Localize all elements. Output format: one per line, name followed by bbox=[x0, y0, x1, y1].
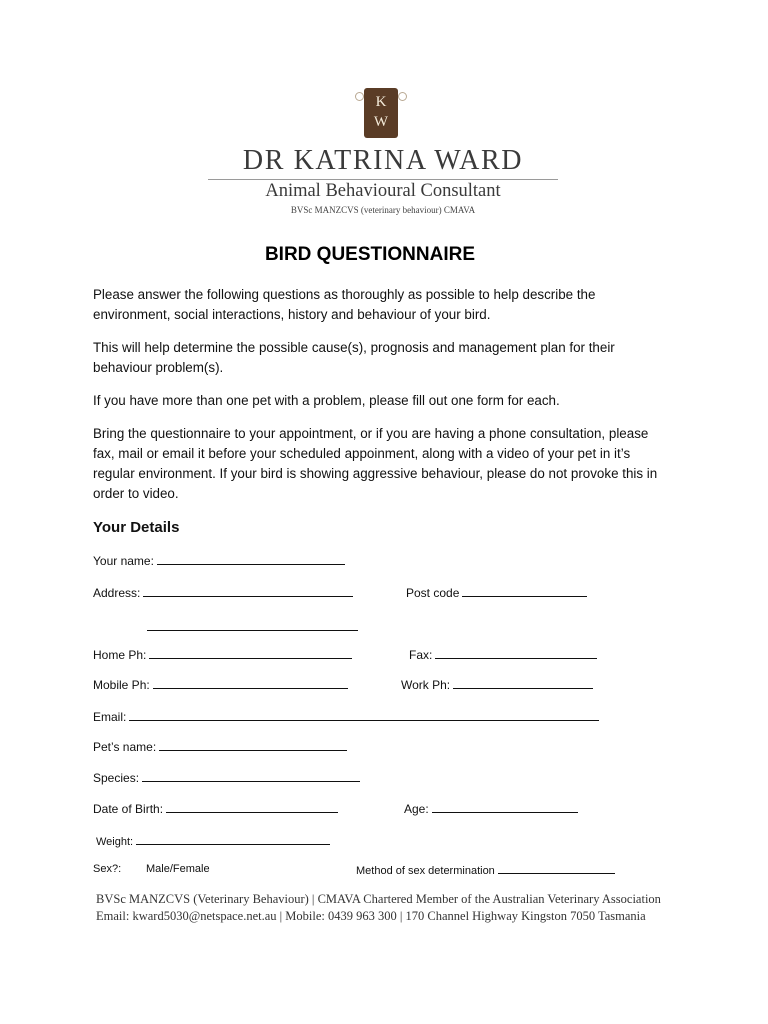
intro-paragraph-4: Bring the questionnaire to your appointment, or if you are having a phone consultation, please fax, mail or email it before your scheduled appoinment, along with a video of your pet in it’s regular environment. If your bird is showing aggressive behaviour, please do not provoke this in order to video. bbox=[93, 426, 658, 501]
footer-credentials: BVSc MANZCVS (Veterinary Behaviour) | CMAVA Chartered Member of the Australian Veterinary Association bbox=[96, 892, 661, 906]
logo-letter-k: K bbox=[375, 94, 387, 110]
email-field bbox=[93, 710, 599, 724]
date-of-birth-label: Date of Birth: bbox=[93, 802, 164, 816]
address-line-2-blank[interactable] bbox=[147, 630, 358, 631]
species-field bbox=[93, 771, 360, 785]
address-field bbox=[93, 586, 353, 600]
weight-field bbox=[96, 834, 330, 848]
fax-field bbox=[409, 648, 597, 662]
work-phone-label: Work Ph: bbox=[401, 678, 451, 692]
logo-mark bbox=[364, 88, 398, 138]
logo-letter-w: W bbox=[373, 114, 389, 130]
email-blank[interactable] bbox=[129, 710, 599, 721]
work-phone-blank[interactable] bbox=[453, 678, 593, 689]
post-code-label: Post code bbox=[406, 586, 460, 600]
your-name-blank[interactable] bbox=[157, 554, 345, 565]
pets-name-label: Pet’s name: bbox=[93, 740, 157, 754]
age-label: Age: bbox=[404, 802, 429, 816]
date-of-birth-blank[interactable] bbox=[166, 802, 338, 813]
section-title: Your Details bbox=[93, 519, 180, 536]
sex-method-field bbox=[356, 863, 615, 877]
weight-label: Weight: bbox=[96, 836, 134, 848]
sex-method-blank[interactable] bbox=[498, 863, 615, 874]
your-name-field bbox=[93, 554, 345, 568]
date-of-birth-field bbox=[93, 802, 338, 816]
work-phone-field bbox=[401, 678, 593, 692]
mobile-phone-field bbox=[93, 678, 348, 692]
email-label: Email: bbox=[93, 710, 127, 724]
your-name-label: Your name: bbox=[93, 554, 154, 568]
footer-contact: Email: kward5030@netspace.net.au | Mobile: 0439 963 300 | 170 Channel Highway Kingston 7050 Tasmania bbox=[96, 909, 646, 923]
intro-paragraph-1: Please answer the following questions as thoroughly as possible to help describe the environment, social interactions, history and behaviour of your bird. bbox=[93, 287, 596, 322]
home-phone-blank[interactable] bbox=[149, 648, 352, 659]
sex-options[interactable]: Male/Female bbox=[146, 863, 210, 875]
pets-name-blank[interactable] bbox=[159, 740, 347, 751]
address-blank[interactable] bbox=[143, 586, 353, 597]
post-code-blank[interactable] bbox=[462, 586, 587, 597]
age-field bbox=[404, 802, 578, 816]
brand-name: DR KATRINA WARD bbox=[242, 145, 524, 176]
fax-blank[interactable] bbox=[435, 648, 597, 659]
sex-method-label: Method of sex determination bbox=[356, 865, 495, 877]
home-phone-label: Home Ph: bbox=[93, 648, 147, 662]
age-blank[interactable] bbox=[432, 802, 578, 813]
post-code-field bbox=[406, 586, 587, 600]
pets-name-field bbox=[93, 740, 347, 754]
sex-label: Sex?: bbox=[93, 863, 122, 875]
species-blank[interactable] bbox=[142, 771, 360, 782]
brand-subtitle: Animal Behavioural Consultant bbox=[265, 181, 501, 201]
home-phone-field bbox=[93, 648, 352, 662]
mobile-phone-label: Mobile Ph: bbox=[93, 678, 150, 692]
weight-blank[interactable] bbox=[136, 834, 330, 845]
fax-label: Fax: bbox=[409, 648, 433, 662]
intro-paragraph-3: If you have more than one pet with a problem, please fill out one form for each. bbox=[93, 393, 560, 408]
brand-divider bbox=[208, 179, 558, 180]
brand-credentials: BVSc MANZCVS (veterinary behaviour) CMAVA bbox=[290, 205, 476, 215]
address-label: Address: bbox=[93, 586, 141, 600]
intro-paragraph-2: This will help determine the possible cause(s), prognosis and management plan for their behaviour problem(s). bbox=[93, 340, 615, 375]
page-title: BIRD QUESTIONNAIRE bbox=[264, 244, 476, 265]
mobile-phone-blank[interactable] bbox=[153, 678, 348, 689]
species-label: Species: bbox=[93, 771, 140, 785]
